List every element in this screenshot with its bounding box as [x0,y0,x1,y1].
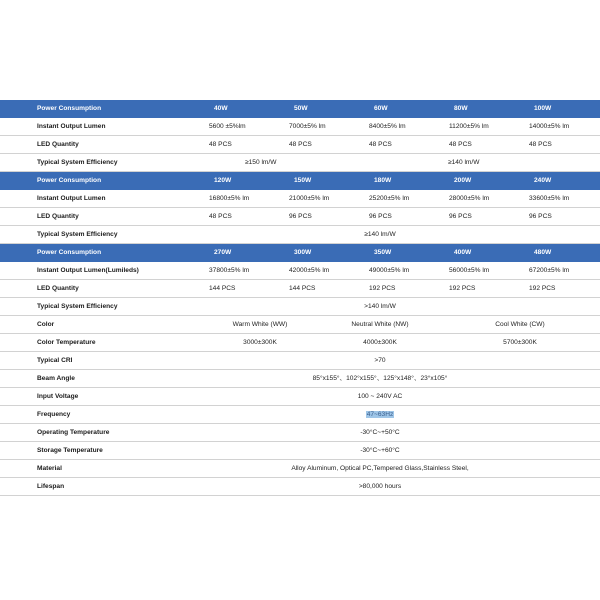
row-label: LED Quantity [37,141,79,148]
row-label: LED Quantity [37,213,79,220]
cell-value: 144 PCS [289,285,316,292]
row-label: Typical CRI [37,357,73,364]
header-value: 40W [214,105,228,112]
cell-value: >140 lm/W [364,303,396,310]
header-label: Power Consumption [37,177,102,184]
header-value: 480W [534,249,552,256]
cell-value: 96 PCS [529,213,552,220]
header-value: 150W [294,177,312,184]
cell-value: 48 PCS [209,141,232,148]
table-header-row [0,100,600,118]
row-label: Color [37,321,55,328]
cell-value: 192 PCS [529,285,556,292]
header-value: 240W [534,177,552,184]
table-row [0,406,600,424]
cell-value: 48 PCS [369,141,392,148]
header-value: 120W [214,177,232,184]
row-label: Color Temperature [37,339,96,346]
cell-value: 28000±5% lm [449,195,490,202]
table-row [0,298,600,316]
header-value: 50W [294,105,308,112]
cell-value: 8400±5% lm [369,123,406,130]
cell-value: 100 ~ 240V AC [357,393,403,400]
cell-value: 16800±5% lm [209,195,250,202]
row-label: LED Quantity [37,285,79,292]
header-value: 200W [454,177,472,184]
cell-value: 33600±5% lm [529,195,570,202]
table-row [0,370,600,388]
cell-value: 144 PCS [209,285,236,292]
cell-value: 67200±5% lm [529,267,570,274]
cell-value: 48 PCS [289,141,312,148]
table-row [0,388,600,406]
cell-value: 96 PCS [289,213,312,220]
table-row [0,190,600,208]
cell-value: 7000±5% lm [289,123,326,130]
row-label: Instant Output Lumen [37,195,106,202]
cell-value: 85°x155°、102°x155°、125°x148°、23°x105° [312,375,448,382]
cell-value: Cool White (CW) [495,321,545,328]
cell-value: ≥140 lm/W [448,159,480,166]
table-row [0,316,600,334]
row-label: Frequency [37,411,71,418]
cell-value: >80,000 hours [358,483,402,490]
cell-value: 96 PCS [369,213,392,220]
header-value: 270W [214,249,232,256]
cell-value: ≥150 lm/W [245,159,277,166]
header-label: Power Consumption [37,249,102,256]
cell-value: 3000±300K [243,339,277,346]
cell-value: Neutral White (NW) [351,321,409,328]
header-value: 350W [374,249,392,256]
header-value: 60W [374,105,388,112]
table-row [0,262,600,280]
table-row [0,118,600,136]
cell-value: 48 PCS [449,141,472,148]
row-label: Material [37,465,62,472]
cell-value: 48 PCS [529,141,552,148]
cell-value: 49000±5% lm [369,267,410,274]
cell-value: 21000±5% lm [289,195,330,202]
highlighted-text: 47~63Hz [366,411,394,418]
row-label: Beam Angle [37,375,75,382]
table-row [0,226,600,244]
cell-value: >70 [374,357,386,364]
cell-value: 5700±300K [503,339,537,346]
table-row [0,154,600,172]
spec-table [0,100,600,496]
table-row [0,478,600,496]
cell-value: 56000±5% lm [449,267,490,274]
table-row [0,280,600,298]
cell-value: -30°C~+60°C [360,447,400,454]
table-row [0,136,600,154]
cell-value: 192 PCS [369,285,396,292]
table-row [0,442,600,460]
cell-value: 25200±5% lm [369,195,410,202]
cell-value [200,406,560,424]
header-value: 300W [294,249,312,256]
table-row [0,352,600,370]
cell-value: 96 PCS [449,213,472,220]
cell-value: 192 PCS [449,285,476,292]
table-row [0,208,600,226]
row-label: Instant Output Lumen(Lumileds) [37,267,139,274]
cell-value: 48 PCS [209,213,232,220]
table-row [0,334,600,352]
row-label: Typical System Efficiency [37,303,118,310]
cell-value: 37800±5% lm [209,267,250,274]
table-header-row [0,244,600,262]
row-label: Operating Temperature [37,429,110,436]
header-value: 80W [454,105,468,112]
row-label: Lifespan [37,483,65,490]
row-label: Typical System Efficiency [37,231,118,238]
cell-value: Warm White (WW) [232,321,288,328]
cell-value: 14000±5% lm [529,123,570,130]
table-row [0,460,600,478]
row-label: Storage Temperature [37,447,103,454]
row-label: Instant Output Lumen [37,123,106,130]
cell-value: ≥140 lm/W [364,231,396,238]
cell-value: -30°C~+50°C [360,429,400,436]
cell-value: 11200±5% lm [449,123,489,130]
row-label: Typical System Efficiency [37,159,118,166]
cell-value: Alloy Aluminum, Optical PC,Tempered Glass,Stainless Steel, [291,465,469,472]
table-header-row [0,172,600,190]
header-value: 180W [374,177,392,184]
cell-value: 4000±300K [363,339,397,346]
row-label: Input Voltage [37,393,79,400]
table-row [0,424,600,442]
cell-value: 5600 ±5%lm [209,123,246,130]
header-value: 100W [534,105,552,112]
cell-value: 42000±5% lm [289,267,330,274]
header-label: Power Consumption [37,105,102,112]
header-value: 400W [454,249,472,256]
